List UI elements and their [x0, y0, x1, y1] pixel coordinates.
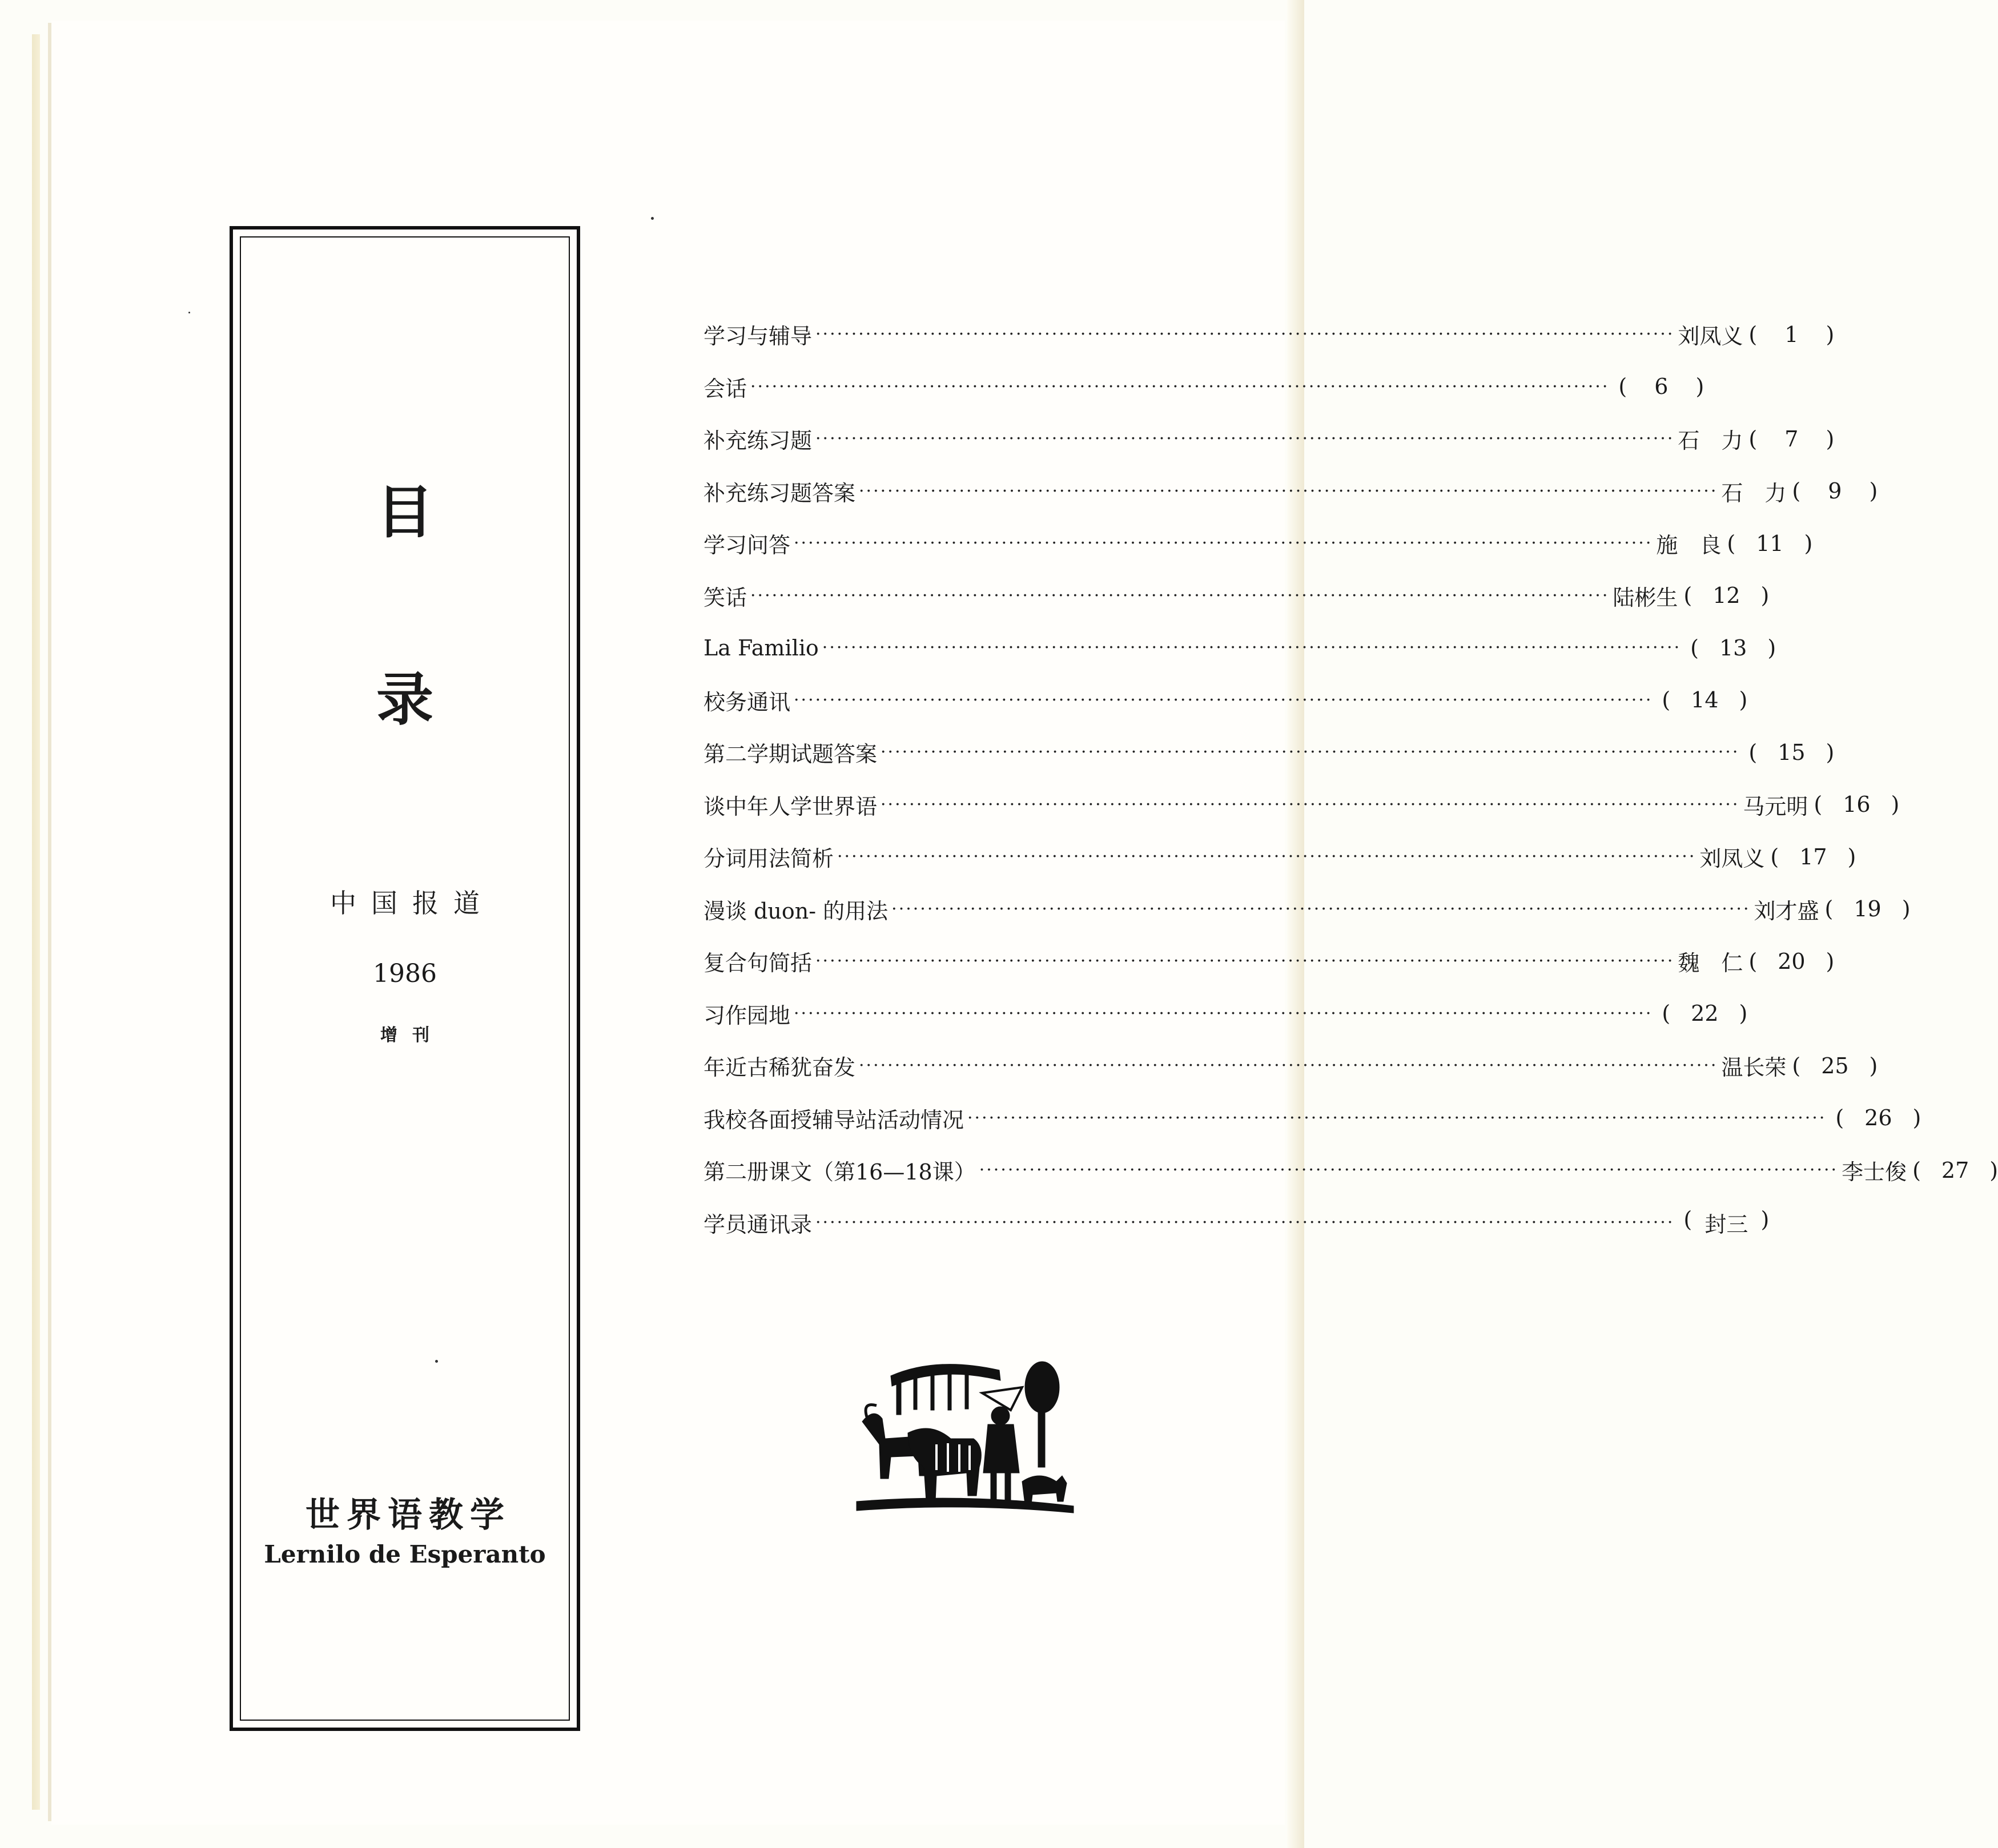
toc-page-number: 11 [1756, 530, 1784, 556]
toc-page-number: 14 [1691, 687, 1719, 713]
toc-entry-title: 补充练习题 [703, 428, 813, 454]
toc-entry-author: 刘凤义 [1678, 324, 1743, 349]
toc-entry-title: 分词用法简析 [703, 846, 834, 872]
toc-entry-author: 石 力 [1721, 480, 1787, 506]
toc-entry-page: ( 6 ) [1618, 374, 1704, 400]
toc-entry [703, 465, 1878, 518]
toc-page-number: 13 [1719, 635, 1747, 661]
toc-entry-page: ( 13 ) [1690, 635, 1776, 661]
toc-page-number: 26 [1864, 1105, 1892, 1131]
toc-entry-page: ( 12 ) [1683, 583, 1770, 609]
toc-page-number: 27 [1941, 1157, 1969, 1183]
toc-entry-page: ( 14 ) [1662, 687, 1748, 713]
toc-entry [703, 726, 1835, 779]
toc-entry-page: ( 19 ) [1824, 896, 1911, 922]
toc-entry-page: ( 9 ) [1792, 478, 1878, 504]
toc-entry-author: 温长荣 [1721, 1055, 1787, 1081]
toc-entry-title: 复合句简括 [703, 951, 813, 976]
toc-entry-author: 陆彬生 [1613, 585, 1678, 610]
toc-entry-title: 学员通讯录 [703, 1211, 813, 1237]
toc-entry-page: ( 26 ) [1835, 1105, 1921, 1131]
toc-entry-title: 谈中年人学世界语 [703, 794, 878, 819]
toc-entry-title: 第二学期试题答案 [703, 742, 878, 767]
toc-entry [703, 674, 1748, 727]
toc-page-number: 17 [1799, 844, 1827, 869]
toc-entry [703, 779, 1900, 831]
toc-entry [703, 1197, 1770, 1249]
toc-entry-page: ( 16 ) [1814, 792, 1900, 818]
toc-leader-dots: ························································································································ [750, 376, 1610, 397]
toc-entry [703, 413, 1835, 465]
toc-entry-page: ( 1 ) [1748, 321, 1835, 347]
toc-leader-dots: ························································································································ [881, 794, 1740, 815]
page-edge-right [1287, 0, 1304, 1848]
toc-page-number: 7 [1784, 426, 1799, 452]
toc-entry [703, 883, 1911, 936]
toc-page-number: 25 [1821, 1053, 1849, 1078]
toc-entry-author: 石 力 [1678, 428, 1743, 454]
toc-page-number: 19 [1854, 896, 1882, 922]
toc-entry-title: 笑话 [703, 585, 747, 610]
toc-entry-title: 学习与辅导 [703, 324, 813, 349]
title-char-1: 目 [376, 479, 433, 546]
toc-page-number: 6 [1654, 374, 1669, 400]
toc-page-number: 22 [1691, 1001, 1719, 1026]
toc-entry-author: 李士俊 [1842, 1159, 1907, 1185]
toc-entry [703, 1144, 1998, 1197]
toc-entry [703, 361, 1704, 413]
toc-leader-dots: ························································································································ [794, 690, 1653, 710]
toc-entry-title: 年近古稀犹奋发 [703, 1055, 856, 1081]
toc-entry [703, 988, 1748, 1040]
print-speck [651, 217, 654, 220]
toc-leader-dots: ························································································································ [815, 324, 1675, 345]
toc-entry-title: 会话 [703, 376, 747, 401]
toc-entry-author: 施 良 [1656, 533, 1722, 558]
toc-leader-dots: ························································································································ [750, 585, 1610, 606]
toc-leader-dots: ························································································································ [881, 742, 1740, 763]
toc-entry-page: ( 7 ) [1748, 426, 1835, 452]
toc-entry-title: 补充练习题答案 [703, 480, 856, 506]
toc-entry [703, 517, 1813, 570]
toc-entry-author: 刘凤义 [1699, 846, 1765, 872]
toc-leader-dots: ························································································································ [815, 429, 1675, 449]
toc-entry [703, 308, 1835, 361]
toc-entry-author: 马元明 [1743, 794, 1808, 819]
toc-leader-dots: ························································································································ [979, 1160, 1839, 1181]
supplement-label: 增刊 [380, 1025, 444, 1045]
toc-leader-dots: ························································································································ [794, 533, 1653, 554]
toc-entry [703, 622, 1776, 674]
print-speck [188, 312, 190, 313]
toc-entry-page: ( 17 ) [1770, 844, 1856, 869]
toc-page-number: 9 [1828, 478, 1842, 504]
toc-leader-dots: ························································································································ [967, 1108, 1827, 1128]
toc-leader-dots: ························································································································ [822, 638, 1682, 658]
toc-leader-dots: ························································································································ [815, 1212, 1675, 1233]
title-char-2: 录 [376, 666, 433, 733]
toc-page-number: 16 [1843, 792, 1871, 818]
toc-entry-title: 校务通讯 [703, 689, 791, 715]
toc-entry [703, 831, 1856, 883]
toc-leader-dots: ························································································································ [815, 951, 1675, 972]
toc-entry-author: 魏 仁 [1678, 951, 1743, 976]
print-speck [435, 1360, 438, 1363]
toc-leader-dots: ························································································································ [891, 899, 1751, 919]
toc-entry-page: ( 25 ) [1792, 1053, 1878, 1078]
toc-page-number: 1 [1784, 321, 1799, 347]
toc-page-number: 20 [1778, 948, 1806, 974]
report-name: 中国报道 [330, 888, 495, 919]
toc-entry-title: 漫谈 duon- 的用法 [703, 898, 889, 924]
issue-year: 1986 [373, 959, 437, 988]
toc-entry-title: 习作园地 [703, 1002, 791, 1028]
toc-entry-page: ( 22 ) [1662, 1001, 1748, 1026]
toc-leader-dots: ························································································································ [859, 481, 1718, 501]
toc-entry-title: La Familio [703, 635, 819, 661]
contents-panel [240, 236, 570, 1721]
toc-entry-page: ( 20 ) [1748, 948, 1835, 974]
toc-entry [703, 1092, 1921, 1145]
toc-entry-title: 第二册课文（第16—18课） [703, 1159, 976, 1185]
toc-leader-dots: ························································································································ [837, 847, 1697, 867]
paper-cut-illustration [851, 1353, 1079, 1524]
toc-page-number: 12 [1712, 583, 1740, 609]
toc-leader-dots: ························································································································ [859, 1056, 1718, 1076]
toc-entry [703, 570, 1770, 622]
magazine-title-esperanto: Lernilo de Esperanto [264, 1540, 546, 1568]
toc-entry-title: 我校各面授辅导站活动情况 [703, 1107, 964, 1133]
table-of-contents [703, 308, 1998, 1249]
toc-entry-page: ( 15 ) [1748, 739, 1835, 765]
toc-entry-page: ( 封三 ) [1683, 1206, 1770, 1237]
toc-entry-title: 学习问答 [703, 533, 791, 558]
toc-entry-author: 刘才盛 [1754, 898, 1819, 924]
toc-entry-page: ( 11 ) [1727, 530, 1813, 556]
page-edge-left [32, 34, 40, 1810]
toc-entry-page: ( 27 ) [1912, 1157, 1998, 1183]
magazine-title-chinese: 世界语教学 [305, 1495, 511, 1535]
toc-page-number: 15 [1778, 739, 1806, 765]
toc-leader-dots: ························································································································ [794, 1003, 1653, 1024]
toc-entry [703, 1040, 1878, 1092]
toc-page-number: 封三 [1704, 1211, 1748, 1237]
toc-entry [703, 935, 1835, 988]
